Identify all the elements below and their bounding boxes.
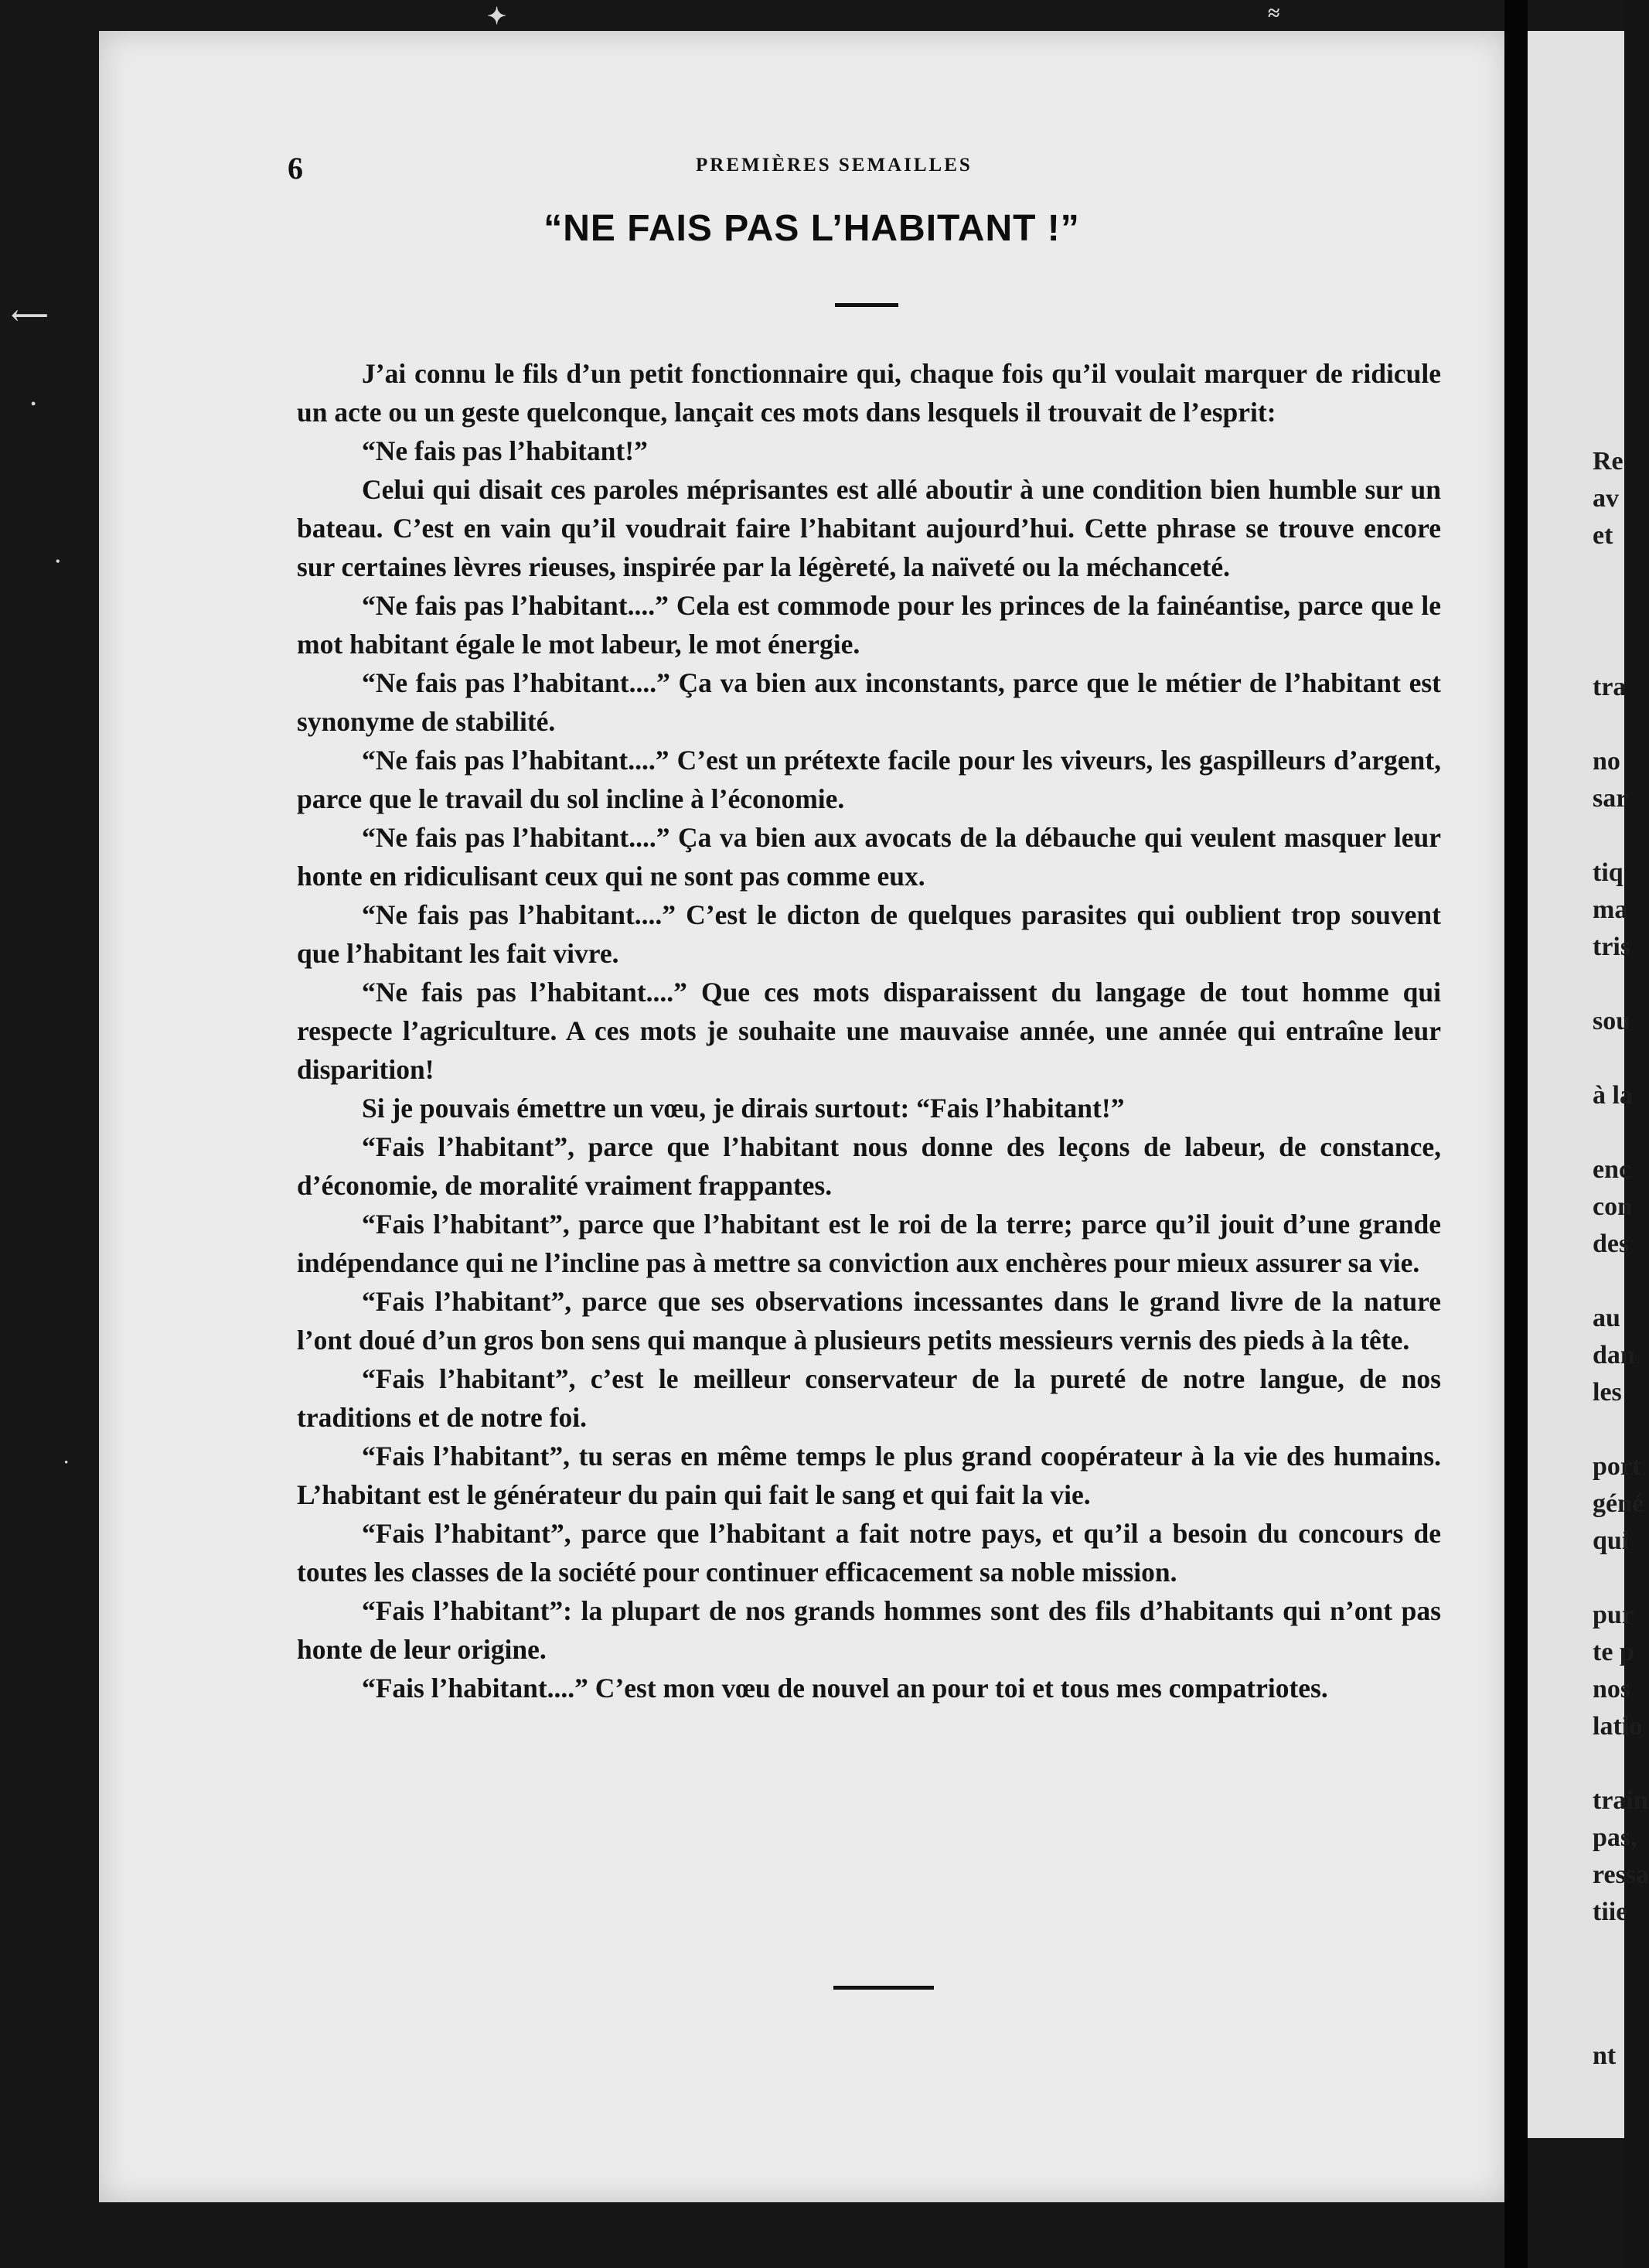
facing-text-fragment: sar — [1593, 784, 1628, 813]
facing-text-fragment: tiq — [1593, 858, 1623, 887]
facing-text-fragment: no — [1593, 747, 1620, 776]
margin-speck: • — [31, 396, 36, 411]
margin-speck: · — [63, 1452, 70, 1472]
facing-text-fragment: nos — [1593, 1675, 1631, 1704]
facing-text-fragment: av — [1593, 484, 1619, 513]
facing-text-fragment: des — [1593, 1229, 1630, 1258]
paragraph: Si je pouvais émettre un vœu, je dirais surtout: “Fais l’habitant!” — [362, 1093, 1125, 1124]
facing-text-fragment: ma — [1593, 895, 1628, 924]
facing-text-fragment: dan — [1593, 1341, 1635, 1369]
article-body — [297, 354, 1441, 1707]
facing-text-fragment: à la — [1593, 1081, 1633, 1110]
margin-speck: ✦ — [487, 4, 507, 29]
facing-text-fragment: qui — [1593, 1526, 1630, 1555]
title-underline — [835, 303, 898, 307]
facing-text-fragment: pur — [1593, 1601, 1634, 1629]
facing-text-fragment: tra — [1593, 673, 1627, 701]
facing-text-fragment: te p — [1593, 1638, 1634, 1666]
paragraph: “Fais l’habitant”, parce que l’habitant a fait notre pays, et qu’il a besoin du concours de toutes les classes de la société pour continuer efficacement sa noble mission. — [297, 1518, 1441, 1588]
facing-text-fragment: train — [1593, 1786, 1648, 1815]
margin-speck: ⟵ — [11, 302, 49, 330]
facing-text-fragment: nt — [1593, 2041, 1617, 2070]
paragraph: “Ne fais pas l’habitant!” — [362, 435, 648, 466]
paragraph: “Fais l’habitant”, c’est le meilleur conservateur de la pureté de notre langue, de nos traditions et de notre foi. — [297, 1363, 1441, 1433]
running-head: PREMIÈRES SEMAILLES — [696, 155, 973, 176]
facing-text-fragment: géné — [1593, 1489, 1644, 1518]
facing-text-fragment: sou — [1593, 1007, 1631, 1035]
paragraph: “Fais l’habitant....” C’est mon vœu de nouvel an pour toi et tous mes compatriotes. — [362, 1673, 1328, 1704]
paragraph: “Fais l’habitant”, parce que l’habitant est le roi de la terre; parce qu’il jouit d’une grande indépendance qui ne l’incline pas à mettre sa conviction aux enchères pour mieux assurer sa vie. — [297, 1209, 1441, 1278]
paragraph: Celui qui disait ces paroles méprisantes est allé aboutir à une condition bien humble sur un bateau. C’est en vain qu’il voudrait faire l’habitant aujourd’hui. Cette phrase se trouve encore sur certaines lèvres rieuses, inspirée par la légèreté, la naïveté ou la méchanceté. — [297, 474, 1441, 582]
paragraph: “Ne fais pas l’habitant....” Ça va bien aux inconstants, parce que le métier de l’habitant est synonyme de stabilité. — [297, 667, 1441, 737]
paragraph: “Fais l’habitant”, parce que l’habitant nous donne des leçons de labeur, de constance, d’économie, de moralité vraiment frappantes. — [297, 1131, 1441, 1201]
facing-text-fragment: latio — [1593, 1712, 1643, 1741]
page-number: 6 — [288, 151, 303, 186]
book-gutter — [1504, 0, 1528, 2268]
facing-text-fragment: con — [1593, 1192, 1632, 1221]
paragraph: “Fais l’habitant”: la plupart de nos grands hommes sont des fils d’habitants qui n’ont pas honte de leur origine. — [297, 1595, 1441, 1665]
facing-text-fragment: au — [1593, 1304, 1620, 1332]
paragraph: “Fais l’habitant”, parce que ses observations incessantes dans le grand livre de la nature l’ont doué d’un gros bon sens qui manque à plusieurs petits messieurs vernis des pieds à la tête. — [297, 1286, 1441, 1356]
facing-text-fragment: les — [1593, 1378, 1622, 1407]
facing-text-fragment: pas, — [1593, 1823, 1637, 1852]
paragraph: “Ne fais pas l’habitant....” Ça va bien aux avocats de la débauche qui veulent masquer leur honte en ridiculisant ceux qui ne sont pas comme eux. — [297, 822, 1441, 892]
paragraph: “Ne fais pas l’habitant....” C’est le dicton de quelques parasites qui oublient trop souvent que l’habitant les fait vivre. — [297, 899, 1441, 969]
facing-text-fragment: et — [1593, 521, 1613, 550]
paragraph: “Ne fais pas l’habitant....” Que ces mots disparaissent du langage de tout homme qui respecte l’agriculture. A ces mots je souhaite une mauvaise année, une année qui entraîne leur disparition! — [297, 977, 1441, 1085]
end-rule — [833, 1986, 934, 1990]
margin-speck: ≈ — [1268, 2, 1280, 26]
facing-text-fragment: ressa — [1593, 1860, 1649, 1889]
facing-text-fragment: enc — [1593, 1155, 1631, 1184]
margin-speck: • — [56, 555, 60, 568]
facing-page — [1528, 31, 1649, 2138]
paragraph: “Ne fais pas l’habitant....” Cela est commode pour les princes de la fainéantise, parce que le mot habitant égale le mot labeur, le mot énergie. — [297, 590, 1441, 660]
facing-text-fragment: Re — [1593, 447, 1623, 476]
paragraph: “Ne fais pas l’habitant....” C’est un prétexte facile pour les viveurs, les gaspilleurs d’argent, parce que le travail du sol incline à l’économie. — [297, 745, 1441, 814]
article-title: “NE FAIS PAS L’HABITANT !” — [543, 208, 1080, 249]
paragraph: “Fais l’habitant”, tu seras en même temps le plus grand coopérateur à la vie des humains. L’habitant est le générateur du pain qui fait le sang et qui fait la vie. — [297, 1441, 1441, 1510]
facing-text-fragment: port — [1593, 1452, 1641, 1481]
facing-text-fragment: tiie — [1593, 1898, 1628, 1926]
paragraph: J’ai connu le fils d’un petit fonctionnaire qui, chaque fois qu’il voulait marquer de ridicule un acte ou un geste quelconque, lançait ces mots dans lesquels il trouvait de l’esprit: — [297, 358, 1441, 428]
facing-text-fragment: tris — [1593, 933, 1631, 961]
